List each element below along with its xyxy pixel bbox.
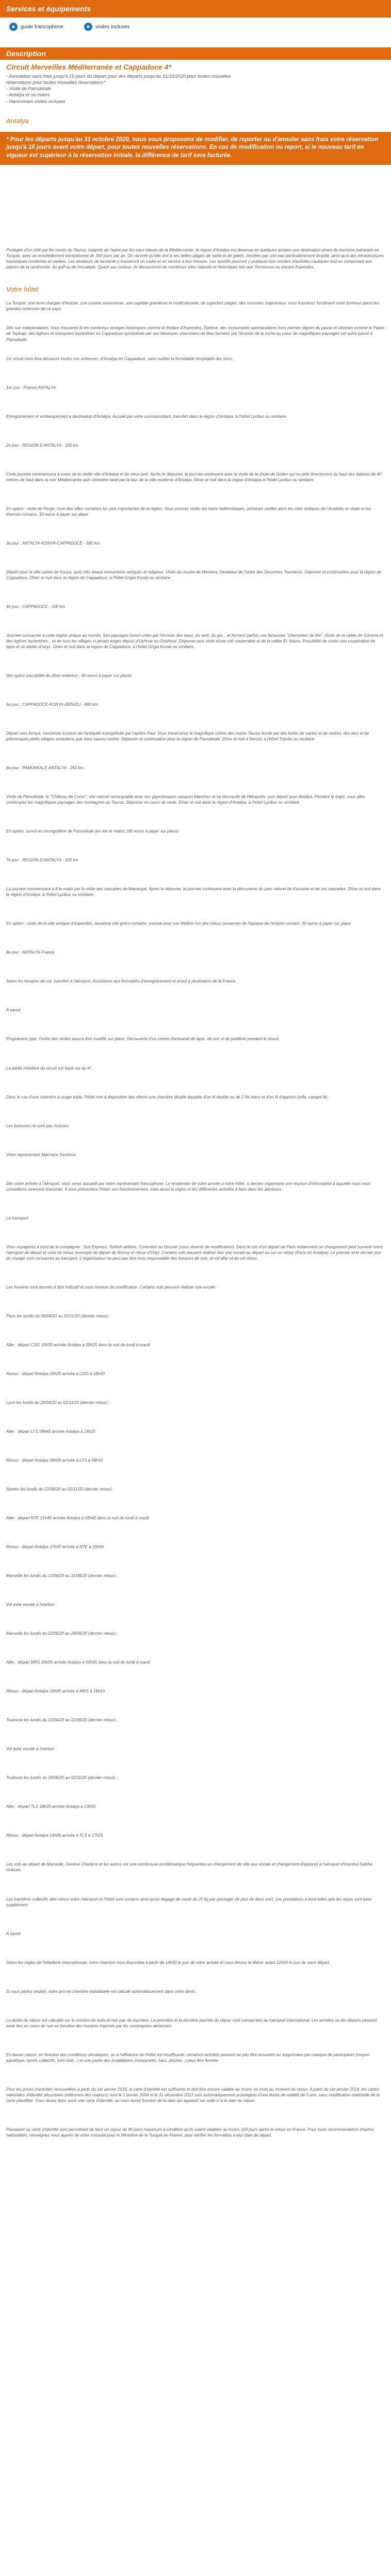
- itinerary-line: Aller : départ NTE 21h40 arrivée Antalya à 03h40 dans la nuit de lundi à mardi: [6, 1516, 149, 1521]
- itinerary-line: Dans le cas d'une chambre à usage triple, l'hôtel met à disposition des clients une chambre double équipée d'un lit double ou de 2 lits twins et d'un lit d'appoint (sofa, canapé lit).: [6, 1094, 329, 1099]
- itinerary-line: Vol avec escale à Istanbul: [6, 1747, 54, 1752]
- itinerary-line: Retour : départ Antalya 17h00 arrivée à NTE à 20h50: [6, 1545, 104, 1550]
- itinerary-line: A savoir: [6, 1931, 21, 1936]
- intro-line: - Hammmam visites incluses: [6, 98, 66, 104]
- itinerary-line: Départ pour la ville sainte de Konya, avec très beaux monuments antiqués et religieux. Visite du musée de Mevlana, fondateur de l'ordre des Derviches Tourneurs. Déjeuner et continuation pour la région de Cappadoce. Dîner et nuit dans la région de Cappadoce, à l'hôtel Grigia Kuvak ou similaire.: [6, 569, 382, 580]
- hotel-paragraph: Dès son indépendance, Vous trouverez là les nombreux vestiges historiques comme le théâtre d'Aspendos, Éphèse, des monuments spectaculaires hors normes dignes du passé et ottoman comme le Palais de Topkapi, des églises et mosquées byzantines en Cappadoce symbolisée par ses fameuses cheminées de fées formées par l'érosion de la roche au cœur de magnifiques paysages cet autre passé à Pamukkale.: [6, 326, 385, 342]
- itinerary-line: Toulouse les lundis du 29/06/20 au 02/11/20 (dernier retour) :: [6, 1775, 118, 1781]
- feature-visits: [84, 23, 130, 31]
- itinerary-line: Cette journée commencera à coeur de la vieille ville d'Antalya et du vieux port. Après le déjeuner, la journée continuera avec la visite de la chute de Düden qui se jette directement du haut des falaises de 40 mètres de haut dans la mer Méditerranée puis cimétière local par la tour de la ville moderne d'Antalya. Dîner et nuit dans la région d'Antalya à l'hôtel Lycilius ou similaire.: [6, 471, 382, 482]
- feature-visits-label: visites incluses: [95, 24, 130, 30]
- globe-icon: ●: [9, 23, 18, 31]
- itinerary-line: En option : visite de la ville antique d'Aspendos, ancienne cité gréco-romaine, connue pour son théâtre l'un des mieux conservés de l'époque de l'empire romain). 30 euros à payer sur place: [6, 921, 351, 926]
- itinerary-line: La durée du séjour est calculée sur le nombre de nuits et non pas de journées. La première et la dernière journée du séjour sont consacrées au transport international. Les arrivées ou les départs peuvent avoir lieu en cours de nuit en fonction des horaires imposés par les compagnies aériennes.: [6, 2018, 377, 2028]
- itinerary-line: Selon les règles de l'hôtellerie internationale, votre chambre sera disponible à partir de 14h00 le jour de votre arrivée et vous devrez la libérer avant 12h00 le jour de votre départ.: [6, 1960, 331, 1965]
- itinerary-line: 4e jour : CAPPADOCE - 100 km: [6, 604, 66, 609]
- ticket-icon: ●: [84, 23, 92, 31]
- itinerary-line: Aller : départ CDG 19h30 arrivée Antalya à 00h25 dans la nuit de lundi à mardi: [6, 1342, 150, 1347]
- itinerary-line: Retour : départ Antalya 16h00 arrivée à MRS à 19h10: [6, 1689, 105, 1694]
- features-row: [0, 18, 391, 36]
- itinerary-line: Lyon les lundis du 20/04/20 au 02/11/20 (dernier retour) :: [6, 1400, 110, 1405]
- feature-guide: [9, 23, 63, 31]
- description-header: [0, 47, 391, 60]
- itinerary-line: Marseille les lundis du 13/04/20 au 31/08/20 (dernier retour) :: [6, 1573, 118, 1579]
- covid-alert: * Pour les départs jusqu'au 31 octobre 2020, nous vous proposons de modifier, de reporter ou d'annuler sans frais votre réservation jusqu'à 15 jours avant votre départ, pour toutes nouvelles réservations. En cas de modification ou report, si le nouveau tarif en vigueur est supérieur à la réservation initiale, la différence de tarif sera facturée.: [0, 132, 391, 165]
- itinerary-line: Vol avec escale à Istanbul: [6, 1602, 54, 1607]
- services-header: [0, 0, 391, 18]
- city-title: Antalya: [6, 116, 29, 125]
- itinerary-line: Journée consacrée à cette région unique au monde, Ses paysages furent créés par l'érosion des eaux, du vent, du gel... et forment parfois ces fameuses "cheminées de fée". Visite de la vallée de Göreme et des églises byzantines... et de tous les villages si jamais érigés depuis d'Uçhisar ou Ortahisar. Déjeuner puis visite d'une cité souterraine et de la vallée Et. hauss. Possibilité de visiter une coopérative de tapis et un atelier d'onyx. Dîner et nuit dans la région de Cappadoce, à l'hôtel Grigia Kuvak ou similaire.: [6, 633, 383, 649]
- tour-title: Circuit Merveilles Méditerranée et Cappadoce 4*: [6, 63, 171, 71]
- itinerary-line: En option, survol en montgolfière de Pamukkale (en été le matin) 180 euros à payer sur place): [6, 829, 178, 834]
- itinerary-line: En option : visite de Perge, l'une des villes romaines les plus importantes de la région. Vous pourrez visiter les bains hellénistiques, certaines vieilles dans les cités antiques de l'Anatolie, le stade et les thermes romains. 30 euros à payer sur place: [6, 506, 371, 517]
- feature-guide-label: guide francophone: [21, 24, 63, 30]
- itinerary-line: La partie hôtelière du circuit est basé sur du 4*.: [6, 1065, 93, 1071]
- itinerary-line: Les vols au départ de Marseille, Genève Charleroi et les autres ont une nombreuse problématique fréquentes un changement de ville aux escale et changement d'appareil à l'aéroport d'Istanbul Sabiha Gokcen.: [6, 1862, 372, 1873]
- intro-line: - Annulation sans frais jusqu'à 15 jours du départ pour des départs jusqu'au 31/10/2020 pour toutes nouvelles: [6, 74, 231, 79]
- hotel-paragraph: La Turquie, une terre chargée d'histoire, une cuisine savoureuse, une capitale grandiose et multiculturelle, de superbes plages, des sommets majestueux, vous trouverez forcément votre bonheur parmi les grandes richesses de ce pays.: [6, 301, 380, 312]
- itinerary-line: Aller : départ MRS 20h05 arrivée Antalya à 00h45 dans la nuit de lundi à mardi: [6, 1660, 150, 1665]
- itinerary-line: 7e jour : REGION D'ANTALYA - 100 km: [6, 858, 78, 863]
- itinerary-line: La journée commencera à 8 le matin par la visite des cascades de Manavgat. Après le déjeuner, la journée continuera avec la découverte du parc naturel de Kursunlu et de ses cascades. Dîner et nuit dans la région d'Antalya, à l'hôtel Lycilius ou similaire.: [6, 887, 381, 897]
- itinerary-line: Passeport ou carte d'identité sont permettant de faire un séjour de 90 jours maximum à condition qu'ils soient valables au moins 150 jours après le retour en France. Pour toute recommandation d'autres nationalités, renseignez-vous auprès de votre consulat pour le Ministère de la Turquie en France, pour vérifier les formalités à leur date de départ.: [6, 2127, 374, 2138]
- itinerary-line: Pour les prises d'activités renouvelées à partir du 1er janvier 2016, la carte d'identité est suffisante et doit être encore valable au moins six mois au moment du retour. A partir du 1er janvier 2014, les cartes nationales d'identité sécurisées (référence des majeurs) sont le 1 janvier 2004 et le 31 décembre 2013 sont automatiquement prolongées d'une durée de validité de 5 ans, sans modification matérielle de la carte plastifiée. Vous devez donc avoir une carte d'identité, ou vous aurez fonction de la date qui apparaît sur celle-ci à la date du séjour.: [6, 2087, 380, 2103]
- intro-line: réservations pour toutes nouvelles réservations*: [6, 80, 106, 86]
- itinerary-line: 6e jour : PAMUKKALE-ANTALYA - 250 km: [6, 766, 84, 771]
- itinerary-line: Votre représentant Marmara Tourisme: [6, 1152, 76, 1157]
- itinerary-line: (les option possibilité de dîner extérieur : 60 euros à payer sur place): [6, 673, 132, 678]
- services-header-title: Services et équipements: [6, 5, 91, 13]
- itinerary-line: Si vous partez seul(e), votre prix en chambre individuelle est calculé automatiquement dans votre devis.: [6, 1989, 196, 1994]
- itinerary-line: Les horaires sont donnés à titre indicatif et sous réserve de modification. Certains vols peuvent réaliser une escale.: [6, 1284, 217, 1290]
- itinerary-line: 3e jour : ANTALYA-KONYA-CAPPADOCE - 580 km: [6, 540, 100, 546]
- itinerary: [0, 362, 391, 2138]
- itinerary-line: 5e jour : CAPPADOCE-KONYA-DENIZLI - 680 km: [6, 702, 98, 707]
- itinerary-line: Programme type, l'ordre des visites pourra être modifié sur place. Découverte d'un centre d'artisanat de tapis, de cuir et de joaillerie pendant le circuit.: [6, 1037, 280, 1042]
- hotel-paragraph: Ce circuit vous fera découvrir toutes ces richesses, d'Antalya en Cappadoce, sans oublier la formidable hospitalité des turcs.: [6, 356, 234, 361]
- itinerary-line: Vous voyagerez à bord de la compagnie : Sun Express, Turkish airlines, Corendon ou Onurair (sous réserve de modification). Dans le cas d'un départ de Paris notamment un changement peut survenir entre l'aéroport de départ et celui de retour (exemple de départ de Roissy et retour d'Orly). Certains vols peuvent réaliser leur une escale au départ ou sur un retour (Paris-Ist-Antalya). Le premier et le dernier jour du voyage sont consacrés au transport. L'organisateur ne peut pas être tenu responsable des horaires de vols, le vol aller et du vol retour.: [6, 1244, 383, 1261]
- itinerary-line: 1er jour : France-ANTALYA: [6, 385, 56, 390]
- itinerary-line: Les boissons ne sont pas incluses: [6, 1123, 69, 1128]
- itinerary-line: Marseille les lundis du 22/06/20 au 28/09/20 (dernier retour) :: [6, 1631, 118, 1636]
- itinerary-line: Dès votre arrivée à l'aéroport, vous serez accueilli par notre représentant francophone. Le lendemain de votre arrivée à votre hôtel, si dernier organisera une réunion d'information à laquelle nous vous conseillons vivement d'assister. Il vous présentera l'hôtel, son fonctionnement, mais aussi la région et les différentes activités à faire dans les alentours.: [6, 1181, 371, 1192]
- itinerary-line: Aller : départ TLS 18h25 arrivée Antalya à 23h05: [6, 1804, 96, 1809]
- intro-line: - Visite de Pamukkale: [6, 86, 51, 92]
- description-header-label: Description: [6, 49, 46, 58]
- itinerary-line: Toulouse les lundis du 13/04/20 au 22/06/20 (dernier retour) :: [6, 1718, 118, 1723]
- itinerary-line: Paris les lundis du 06/04/20 au 02/11/20 (dernier retour) :: [6, 1313, 111, 1318]
- itinerary-line: 8e jour : ANTALYA-France: [6, 950, 55, 955]
- itinerary-line: Retour : départ Antalya 14h00 arrivée à TLS à 17h25: [6, 1833, 103, 1838]
- itinerary-line: Les transferts collectifs aller-retour entre l'aéroport et l'hôtel sont compris ainsi qu'un bagage de soute de 20 kg par passager (le plus de deux voir). Les prestations à bord telles que les repas sont avec supplément.: [6, 1896, 372, 1907]
- intro-line: - Antalya et sa riviera: [6, 92, 50, 98]
- itinerary-line: A savoir: [6, 1008, 21, 1013]
- itinerary-line: Aller : départ LYS 09h45 arrivée Antalya à 14h25: [6, 1429, 95, 1434]
- intro-paragraph: Protégée d'un côté par les monts du Taurus, baignée de l'autre par les eaux bleues de la Méditerranée, la région d'Antalya est devenue en quelques années une destination phare du tourisme balnéaire en Turquie, avec un ensoleillement exceptionnel de 300 jours par an. On raconte qu'elle doit à ses belles plages de sable et de galets, bordées par une eau particulièrement limpide, ainsi qu'à des infrastructures touristiques modernes et variées. Les amateurs de farniente y trouveront un cadre et un service à leur mesure. Les sportifs pourront y pratiquer bon nombre d'activités nautiques tout en composant aux plaisirs de la randonnée, du golf ou de l'escalade. Quant aux curieux, ils découvriront de nombreux sites naturels et historiques tels que Termessos ou encore Aspendos.: [6, 248, 384, 270]
- itinerary-line: Nantes les lundis du 22/06/20 au 02/11/20 (dernier retour) :: [6, 1487, 115, 1492]
- itinerary-line: Visite de Pamukkale, le "Château de Coton", site naturel remarquable avec ses gigantesques vasques blanches et sa nécropole de Hiérapolis, puis départ pour Antalya. Pendant le trajet, vous allez contempler les magnifiques paysages des montagnes du Taurus. Déjeuner en cours de route. Dîner et nuit dans la région d'Antalya, à l'hôtel Lycilius ou similaire.: [6, 794, 365, 805]
- itinerary-line: 2e jour : REGION D'ANTALYA - 100 km: [6, 443, 78, 448]
- itinerary-line: Départ vers Konya, l'ancienne Iconium de l'antiquité évangélisée par l'apôtre Paul. Vous traverserez le magnifique chêne des monts Taurus bordé par des forêts de sapins et de cédres, des lacs et de pittoresques petits villages anatoliens que vous saurez rentrer. Déjeuner et continuation pour la région de Pamukkale. Dîner et nuit à Denizli, à l'hôtel Tripolis ou similaire.: [6, 731, 369, 742]
- hotel-title: Votre hôtel: [6, 285, 39, 294]
- intro-list: [6, 73, 385, 105]
- itinerary-line: En basse saison, en fonction des conditions climatiques, ou à l'affluence de l'hôtel est insuffisante, certaines activités peuvent ne pas être assurées ou supprimées par manque de participants (moyen aquatique, sports collectifs, mini-club...) et une partie des installations (restaurants, bars, piscine...) peut être fermée.: [6, 2052, 369, 2063]
- itinerary-line: Selon les horaires de vol, transfert à l'aéroport. Assistance aux formalités d'enregistrement et envol à destination de la France.: [6, 979, 237, 984]
- itinerary-line: Le transport: [6, 1215, 28, 1221]
- itinerary-line: Retour : départ Antalya 06h00 arrivée à LYS à 08h50: [6, 1458, 103, 1463]
- itinerary-line: Retour : départ Antalya 15h20 arrivée à CDG à 18h40: [6, 1371, 105, 1376]
- itinerary-line: Enregistrement et embarquement à destination d'Antalya. Accueil par votre correspondant, transfert dans la région d'Antalya, à l'hôtel Lycilius ou similaire.: [6, 414, 287, 419]
